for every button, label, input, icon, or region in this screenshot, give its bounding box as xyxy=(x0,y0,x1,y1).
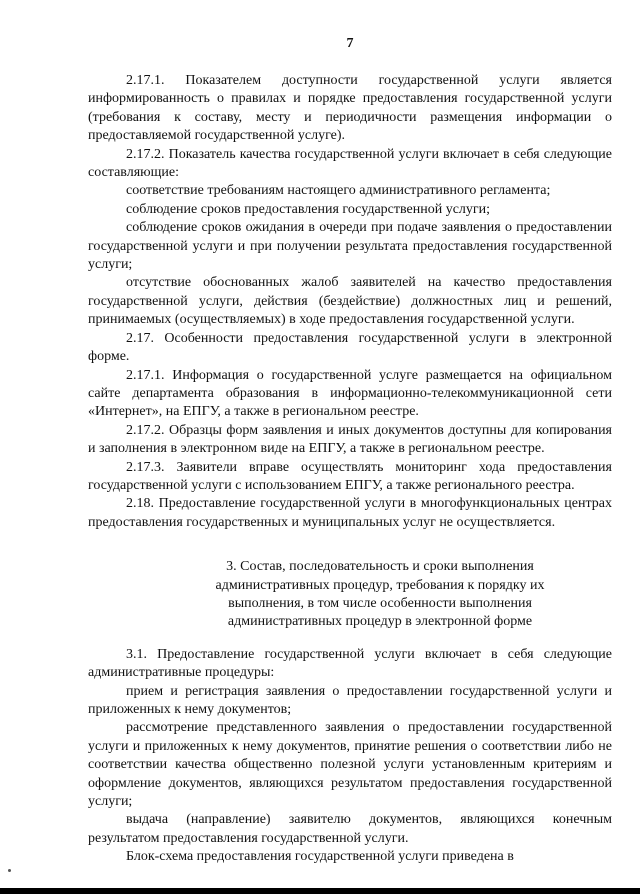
paragraph: 2.17. Особенности предоставления государственной услуги в электронной форме. xyxy=(88,330,612,365)
paragraph: 2.17.2. Показатель качества государственной услуги включает в себя следующие составляющие: xyxy=(88,146,612,181)
heading-line: 3. Состав, последовательность и сроки выполнения xyxy=(226,559,534,575)
paragraph: 2.17.1. Информация о государственной услуге размещается на официальном сайте департамента образования в информационно-телекоммуникационной сети «Интернет», на ЕПГУ, а также в региональном реестре. xyxy=(88,367,612,420)
paragraph: соответствие требованиям настоящего административного регламента; xyxy=(126,183,551,199)
paragraph: 3.1. Предоставление государственной услуги включает в себя следующие административные процедуры: xyxy=(88,646,612,681)
scan-speck xyxy=(8,869,11,872)
page-number: 7 xyxy=(346,36,354,51)
body-bottom xyxy=(88,646,612,867)
body-top xyxy=(88,72,612,532)
paragraph: 2.17.3. Заявители вправе осуществлять мониторинг хода предоставления государственной услуги с использованием ЕПГУ, а также регионального реестра. xyxy=(88,459,612,493)
heading-line: выполнения, в том числе особенности выполнения xyxy=(228,595,532,611)
paragraph: 2.17.1. Показателем доступности государственной услуги является информированность о правилах и порядке предоставления государственной услуги (требования к составу, месту и периодичности размещения информации о предоставляемой государственной услуге). xyxy=(88,73,612,144)
paragraph: соблюдение сроков ожидания в очереди при подаче заявления о предоставлении государственной услуги и при получении результата предоставления государственной услуги; xyxy=(88,220,612,273)
paragraph: отсутствие обоснованных жалоб заявителей на качество предоставления государственной услуги, действия (бездействие) должностных лиц и решений, принимаемых (осуществляемых) в ходе предоставления государственной услуги. xyxy=(88,275,612,328)
heading-line: административных процедур, требования к порядку их xyxy=(215,577,545,593)
paragraph: Блок-схема предоставления государственной услуги приведена в xyxy=(126,849,514,865)
paragraph: выдача (направление) заявителю документов, являющихся конечным результатом предоставления государственной услуги. xyxy=(88,812,612,846)
paragraph: 2.18. Предоставление государственной услуги в многофункциональных центрах предоставления государственных и муниципальных услуг не осуществляется. xyxy=(88,496,612,530)
scan-edge xyxy=(0,888,640,894)
section-heading xyxy=(88,558,612,632)
heading-line: административных процедур в электронной форме xyxy=(227,614,533,630)
paragraph: рассмотрение представленного заявления о предоставлении государственной услуги и приложенных к нему документов, принятие решения о соответствии либо не соответствии качества общественно полезной услуги установленным критериям и оформление документов, являющихся результатом предоставления государственной услуги; xyxy=(88,720,612,810)
paragraph: прием и регистрация заявления о предоставлении государственной услуги и приложенных к нему документов; xyxy=(88,683,612,717)
paragraph: 2.17.2. Образцы форм заявления и иных документов доступны для копирования и заполнения в электронном виде на ЕПГУ, а также в региональном реестре. xyxy=(88,422,612,457)
paragraph: соблюдение сроков предоставления государственной услуги; xyxy=(126,201,491,217)
